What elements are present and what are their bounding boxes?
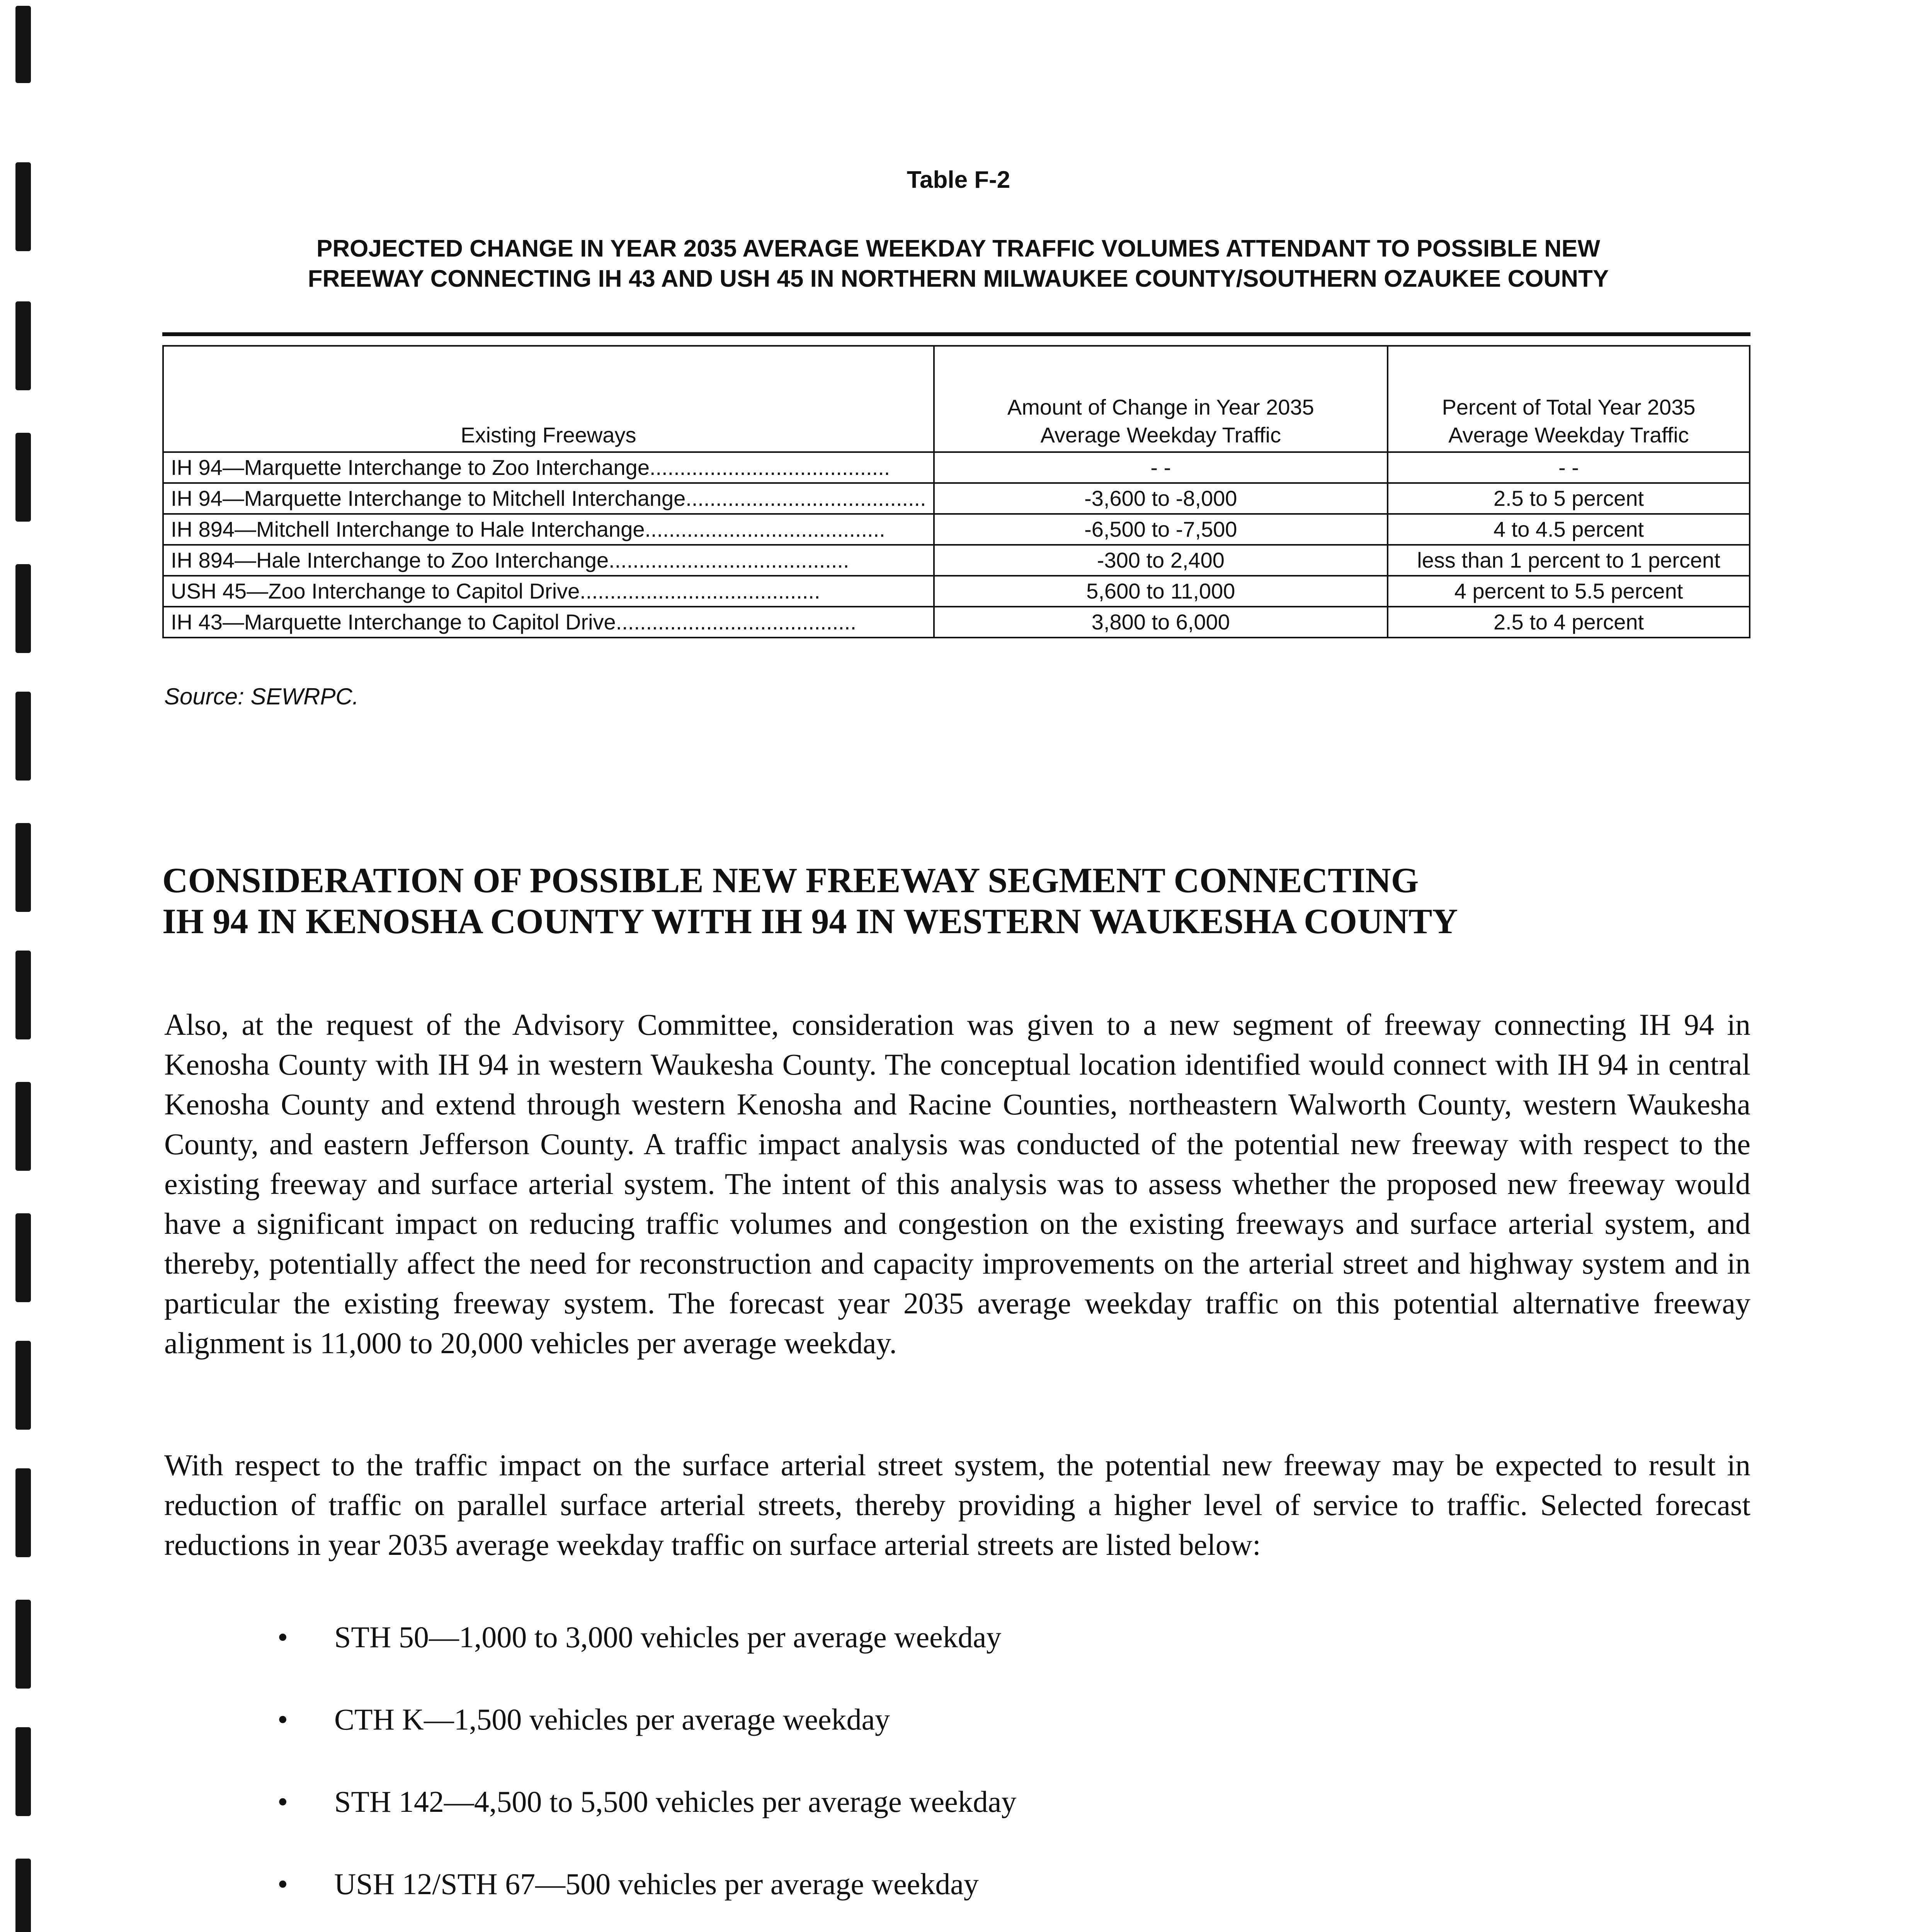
table-title-line: PROJECTED CHANGE IN YEAR 2035 AVERAGE WEEKDAY TRAFFIC VOLUMES ATTENDANT TO POSSIBLE NEW	[316, 235, 1601, 262]
table-label: Table F-2	[907, 167, 1010, 193]
binding-mark	[15, 1341, 31, 1430]
list-item: • STH 142—4,500 to 5,500 vehicles per average weekday	[270, 1782, 1016, 1864]
freeway-segment: USH 45—Zoo Interchange to Capitol Drive........................................	[163, 576, 934, 607]
table-source: Source: SEWRPC.	[164, 684, 359, 709]
percent-of-total: less than 1 percent to 1 percent	[1388, 545, 1750, 576]
section-heading-line: CONSIDERATION OF POSSIBLE NEW FREEWAY SEGMENT CONNECTING	[162, 861, 1419, 900]
amount-of-change: 3,800 to 6,000	[934, 607, 1388, 638]
section-heading	[162, 860, 1750, 942]
binding-mark	[15, 1859, 31, 1932]
section-heading-line: IH 94 IN KENOSHA COUNTY WITH IH 94 IN WESTERN WAUKESHA COUNTY	[162, 901, 1458, 941]
table-row	[163, 545, 1750, 576]
percent-of-total: 2.5 to 4 percent	[1388, 607, 1750, 638]
body-paragraph: With respect to the traffic impact on the surface arterial street system, the potential new freeway may be expected to result in reduction of traffic on parallel surface arterial streets, thereby providing a higher level of service to traffic. Selected forecast reductions in year 2035 average weekday traffic on surface arterial streets are listed below:	[164, 1448, 1750, 1561]
percent-of-total: 4 to 4.5 percent	[1388, 514, 1750, 545]
binding-mark	[15, 1468, 31, 1557]
header-percent-of-total: Percent of Total Year 2035 Average Weekday Traffic	[1388, 346, 1750, 452]
header-existing-freeways: Existing Freeways	[163, 346, 934, 452]
list-item: • USH 12/STH 67—500 vehicles per average weekday	[270, 1864, 1016, 1932]
binding-mark	[15, 1600, 31, 1689]
binding-mark	[15, 301, 31, 390]
table-title-line: FREEWAY CONNECTING IH 43 AND USH 45 IN NORTHERN MILWAUKEE COUNTY/SOUTHERN OZAUKEE COUNTY	[308, 265, 1609, 292]
table-top-rule	[162, 332, 1750, 336]
percent-of-total: 4 percent to 5.5 percent	[1388, 576, 1750, 607]
freeway-segment: IH 94—Marquette Interchange to Mitchell Interchange........................................	[163, 483, 934, 514]
binding-mark	[15, 1213, 31, 1302]
traffic-change-table	[162, 345, 1750, 638]
table-header-row	[163, 346, 1750, 452]
reduction-list	[270, 1617, 1016, 1932]
percent-of-total: - -	[1388, 452, 1750, 483]
header-amount-of-change: Amount of Change in Year 2035 Average Weekday Traffic	[934, 346, 1388, 452]
binding-mark	[15, 951, 31, 1039]
amount-of-change: -6,500 to -7,500	[934, 514, 1388, 545]
binding-mark	[15, 6, 31, 83]
binding-mark	[15, 564, 31, 653]
binding-mark	[15, 692, 31, 781]
table-row	[163, 483, 1750, 514]
body-paragraph: Also, at the request of the Advisory Committee, consideration was given to a new segment of freeway connecting IH 94 in Kenosha County with IH 94 in western Waukesha County. The conceptual location identified would connect with IH 94 in central Kenosha County and extend through western Kenosha and Racine Counties, northeastern Walworth County, western Waukesha County, and eastern Jefferson County. A traffic impact analysis was conducted of the potential new freeway with respect to the existing freeway and surface arterial system. The intent of this analysis was to assess whether the proposed new freeway would have a significant impact on reducing traffic volumes and congestion on the existing freeways and surface arterial system, and thereby, potentially affect the need for reconstruction and capacity improvements on the arterial street and highway system and in particular the existing freeway system. The forecast year 2035 average weekday traffic on this potential alternative freeway alignment is 11,000 to 20,000 vehicles per average weekday.	[164, 1008, 1750, 1360]
amount-of-change: - -	[934, 452, 1388, 483]
freeway-segment: IH 894—Mitchell Interchange to Hale Interchange........................................	[163, 514, 934, 545]
table-row	[163, 576, 1750, 607]
freeway-segment: IH 43—Marquette Interchange to Capitol Drive........................................	[163, 607, 934, 638]
table-row	[163, 607, 1750, 638]
amount-of-change: -300 to 2,400	[934, 545, 1388, 576]
binding-mark	[15, 1727, 31, 1816]
binding-mark	[15, 823, 31, 912]
list-item: • STH 50—1,000 to 3,000 vehicles per average weekday	[270, 1617, 1016, 1699]
table-row	[163, 452, 1750, 483]
amount-of-change: -3,600 to -8,000	[934, 483, 1388, 514]
amount-of-change: 5,600 to 11,000	[934, 576, 1388, 607]
percent-of-total: 2.5 to 5 percent	[1388, 483, 1750, 514]
table-row	[163, 514, 1750, 545]
binding-mark	[15, 1082, 31, 1171]
freeway-segment: IH 94—Marquette Interchange to Zoo Interchange........................................	[163, 452, 934, 483]
binding-mark	[15, 433, 31, 522]
table-title	[166, 234, 1750, 294]
list-item: • CTH K—1,500 vehicles per average weekday	[270, 1699, 1016, 1782]
freeway-segment: IH 894—Hale Interchange to Zoo Interchange........................................	[163, 545, 934, 576]
